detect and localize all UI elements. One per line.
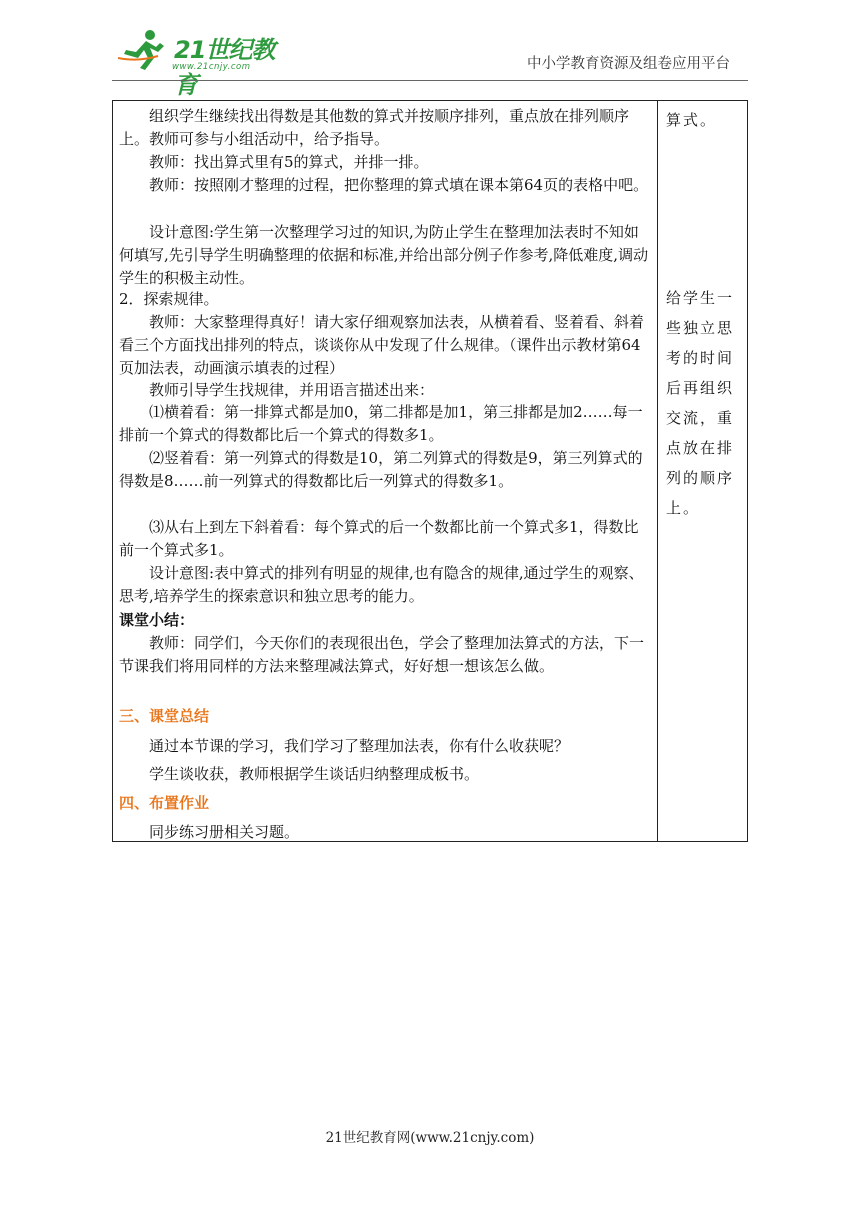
summary-label: 课堂小结：: [119, 611, 195, 629]
design-intent-paragraph: 设计意图:表中算式的排列有明显的规律,也有隐含的规律,通过学生的观察、思考,培养学生的探索意识和独立思考的能力。: [119, 564, 644, 605]
paragraph: 教师：同学们，今天你们的表现很出色，学会了整理加法算式的方法，下一节课我们将用同样的方法来整理减法算式，好好想一想该怎么做。: [119, 634, 645, 675]
page-header: [0, 0, 860, 99]
runner-logo-icon: [118, 28, 178, 72]
paragraph: 通过本节课的学习，我们学习了整理加法表，你有什么收获呢？: [149, 737, 570, 755]
paragraph: 教师：找出算式里有5的算式，并排一排。: [149, 153, 429, 171]
section-heading: 四、布置作业: [119, 794, 210, 812]
platform-title: 中小学教育资源及组卷应用平台: [527, 56, 730, 72]
paragraph: 组织学生继续找出得数是其他数的算式并按顺序排列，重点放在排列顺序上。教师可参与小组活动中，给予指导。: [119, 107, 630, 148]
side-note: 给学生一些独立思考的时间后再组织交流，重点放在排列的顺序上。: [666, 289, 735, 517]
column-divider: [657, 101, 658, 841]
paragraph: 2．探索规律。: [119, 290, 219, 308]
header-divider: [112, 80, 748, 81]
side-note: 算式。: [666, 111, 718, 129]
design-intent-paragraph: 设计意图:学生第一次整理学习过的知识,为防止学生在整理加法表时不知如何填写,先引导学生明确整理的依据和标准,并给出部分例子作参考,降低难度,调动学生的积极主动性。: [119, 223, 649, 287]
paragraph: ⑴横着看：第一排算式都是加0，第二排都是加1，第三排都是加2……每一排前一个算式的得数都比后一个算式的得数多1。: [119, 403, 643, 444]
paragraph: 学生谈收获，教师根据学生谈话归纳整理成板书。: [149, 765, 480, 783]
paragraph: 教师：大家整理得真好！请大家仔细观察加法表，从横着看、竖着看、斜着看三个方面找出排列的特点，谈谈你从中发现了什么规律。（课件出示教材第64页加法表，动画演示填表的过程）: [119, 313, 645, 377]
logo-text: 21世纪教育: [174, 36, 275, 99]
lesson-table: [112, 100, 748, 842]
paragraph: ⑶从右上到左下斜着看：每个算式的后一个数都比前一个算式多1，得数比前一个算式多1。: [119, 518, 639, 559]
logo: [118, 28, 288, 99]
paragraph: 同步练习册相关习题。: [149, 823, 300, 841]
page-footer: 21世纪教育网(www.21cnjy.com): [325, 1130, 535, 1146]
paragraph: 教师：按照刚才整理的过程，把你整理的算式填在课本第64页的表格中吧。: [149, 176, 649, 194]
paragraph: 教师引导学生找规律，并用语言描述出来：: [149, 381, 435, 399]
section-heading: 三、课堂总结: [119, 707, 210, 725]
paragraph: ⑵竖着看：第一列算式的得数是10，第二列算式的得数是9，第三列算式的得数是8……前一列算式的得数都比后一列算式的得数多1。: [119, 449, 643, 490]
logo-url: www.21cnjy.com: [172, 62, 251, 72]
